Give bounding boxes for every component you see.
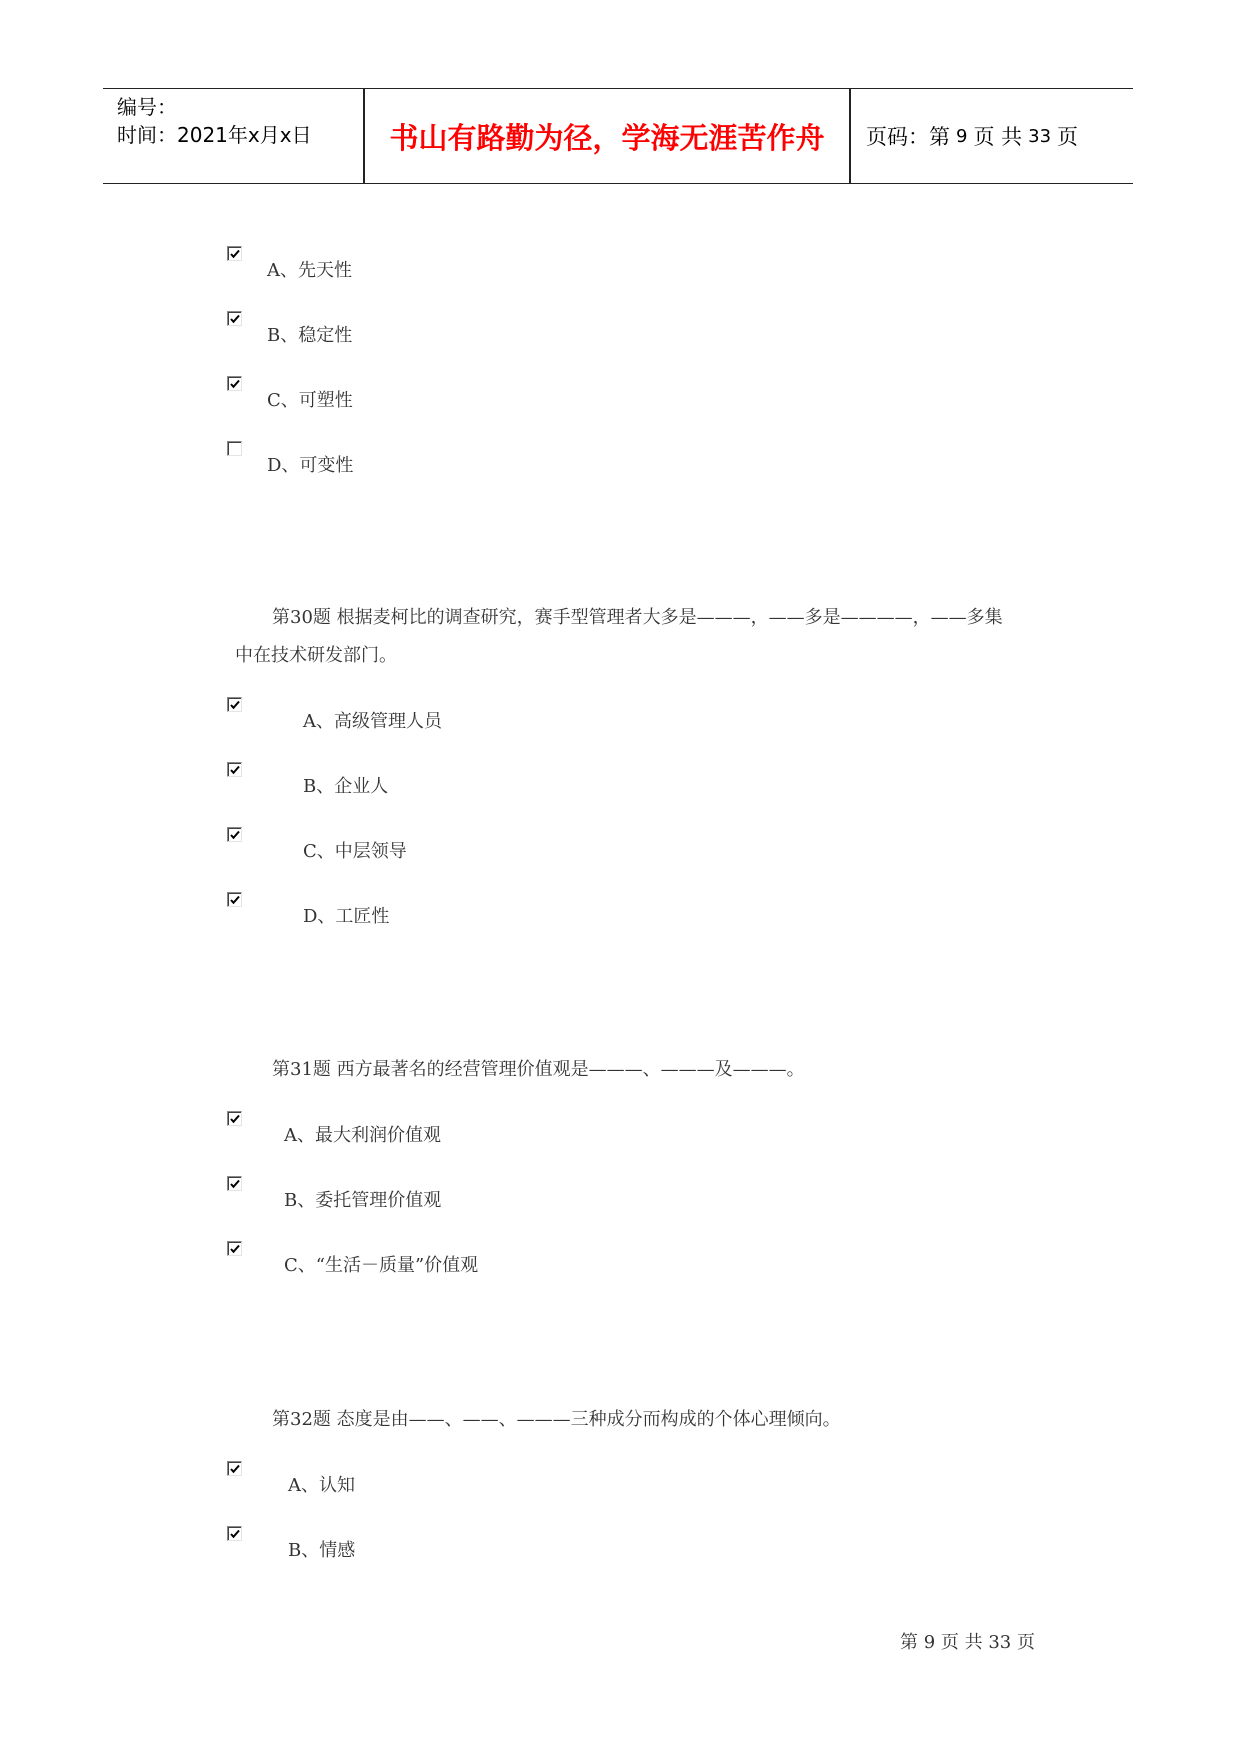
question-32-text: 第32题 态度是由——、——、———三种成分而构成的个体心理倾向。 (272, 1409, 841, 1430)
checkmark-icon (229, 1178, 241, 1190)
page-total: 33 (1028, 125, 1052, 147)
option-q31-c: C、“生活－质量”价值观 (284, 1255, 479, 1276)
checkmark-icon (229, 829, 241, 841)
checkmark-icon (229, 1243, 241, 1255)
checkmark-icon (229, 764, 241, 776)
checkmark-icon (229, 313, 241, 325)
option-q29-b: B、稳定性 (267, 325, 353, 346)
option-q30-d: D、工匠性 (303, 906, 390, 927)
option-q30-b: B、企业人 (303, 776, 389, 797)
question-30-text-continued: 中在技术研发部门。 (235, 645, 397, 666)
checkmark-icon (229, 248, 241, 260)
checkbox-q29-c[interactable] (227, 376, 242, 391)
page-suffix: 页 (1057, 125, 1079, 149)
checkmark-icon (229, 894, 241, 906)
checkbox-q30-c[interactable] (227, 827, 242, 842)
checkbox-q29-b[interactable] (227, 311, 242, 326)
checkbox-q29-d[interactable] (227, 441, 242, 456)
option-q31-a: A、最大利润价值观 (284, 1125, 441, 1146)
option-q32-b: B、情感 (288, 1540, 356, 1561)
page-middle: 页 共 (973, 125, 1023, 149)
document-number-label: 编号： (117, 95, 177, 119)
checkbox-q32-a[interactable] (227, 1461, 242, 1476)
checkbox-q30-d[interactable] (227, 892, 242, 907)
header-page-indicator (866, 89, 1078, 183)
checkbox-q29-a[interactable] (227, 246, 242, 261)
checkbox-q31-a[interactable] (227, 1111, 242, 1126)
checkmark-icon (229, 1463, 241, 1475)
option-q30-a: A、高级管理人员 (303, 711, 442, 732)
question-31-text: 第31题 西方最著名的经营管理价值观是———、———及———。 (272, 1059, 805, 1080)
option-q30-c: C、中层领导 (303, 841, 407, 862)
checkmark-icon (229, 699, 241, 711)
option-q29-c: C、可塑性 (267, 390, 353, 411)
option-q32-a: A、认知 (288, 1475, 355, 1496)
question-30-text: 第30题 根据麦柯比的调查研究，赛手型管理者大多是———，——多是————，——多集 (272, 607, 1003, 628)
page-header (103, 88, 1133, 184)
document-time-label: 时间：2021年x月x日 (117, 123, 312, 147)
header-motto: 书山有路勤为径，学海无涯苦作舟 (389, 120, 825, 155)
checkbox-q30-b[interactable] (227, 762, 242, 777)
header-divider (849, 89, 851, 183)
checkbox-q32-b[interactable] (227, 1526, 242, 1541)
page-footer: 第 9 页 共 33 页 (900, 1632, 1035, 1653)
checkmark-icon (229, 378, 241, 390)
checkbox-q30-a[interactable] (227, 697, 242, 712)
option-q29-a: A、先天性 (267, 260, 352, 281)
header-meta (117, 93, 312, 149)
checkbox-q31-c[interactable] (227, 1241, 242, 1256)
option-q31-b: B、委托管理价值观 (284, 1190, 442, 1211)
checkmark-icon (229, 1528, 241, 1540)
page-number: 9 (956, 125, 968, 147)
checkbox-q31-b[interactable] (227, 1176, 242, 1191)
page-prefix: 页码：第 (866, 125, 950, 149)
option-q29-d: D、可变性 (267, 455, 354, 476)
checkmark-icon (229, 1113, 241, 1125)
